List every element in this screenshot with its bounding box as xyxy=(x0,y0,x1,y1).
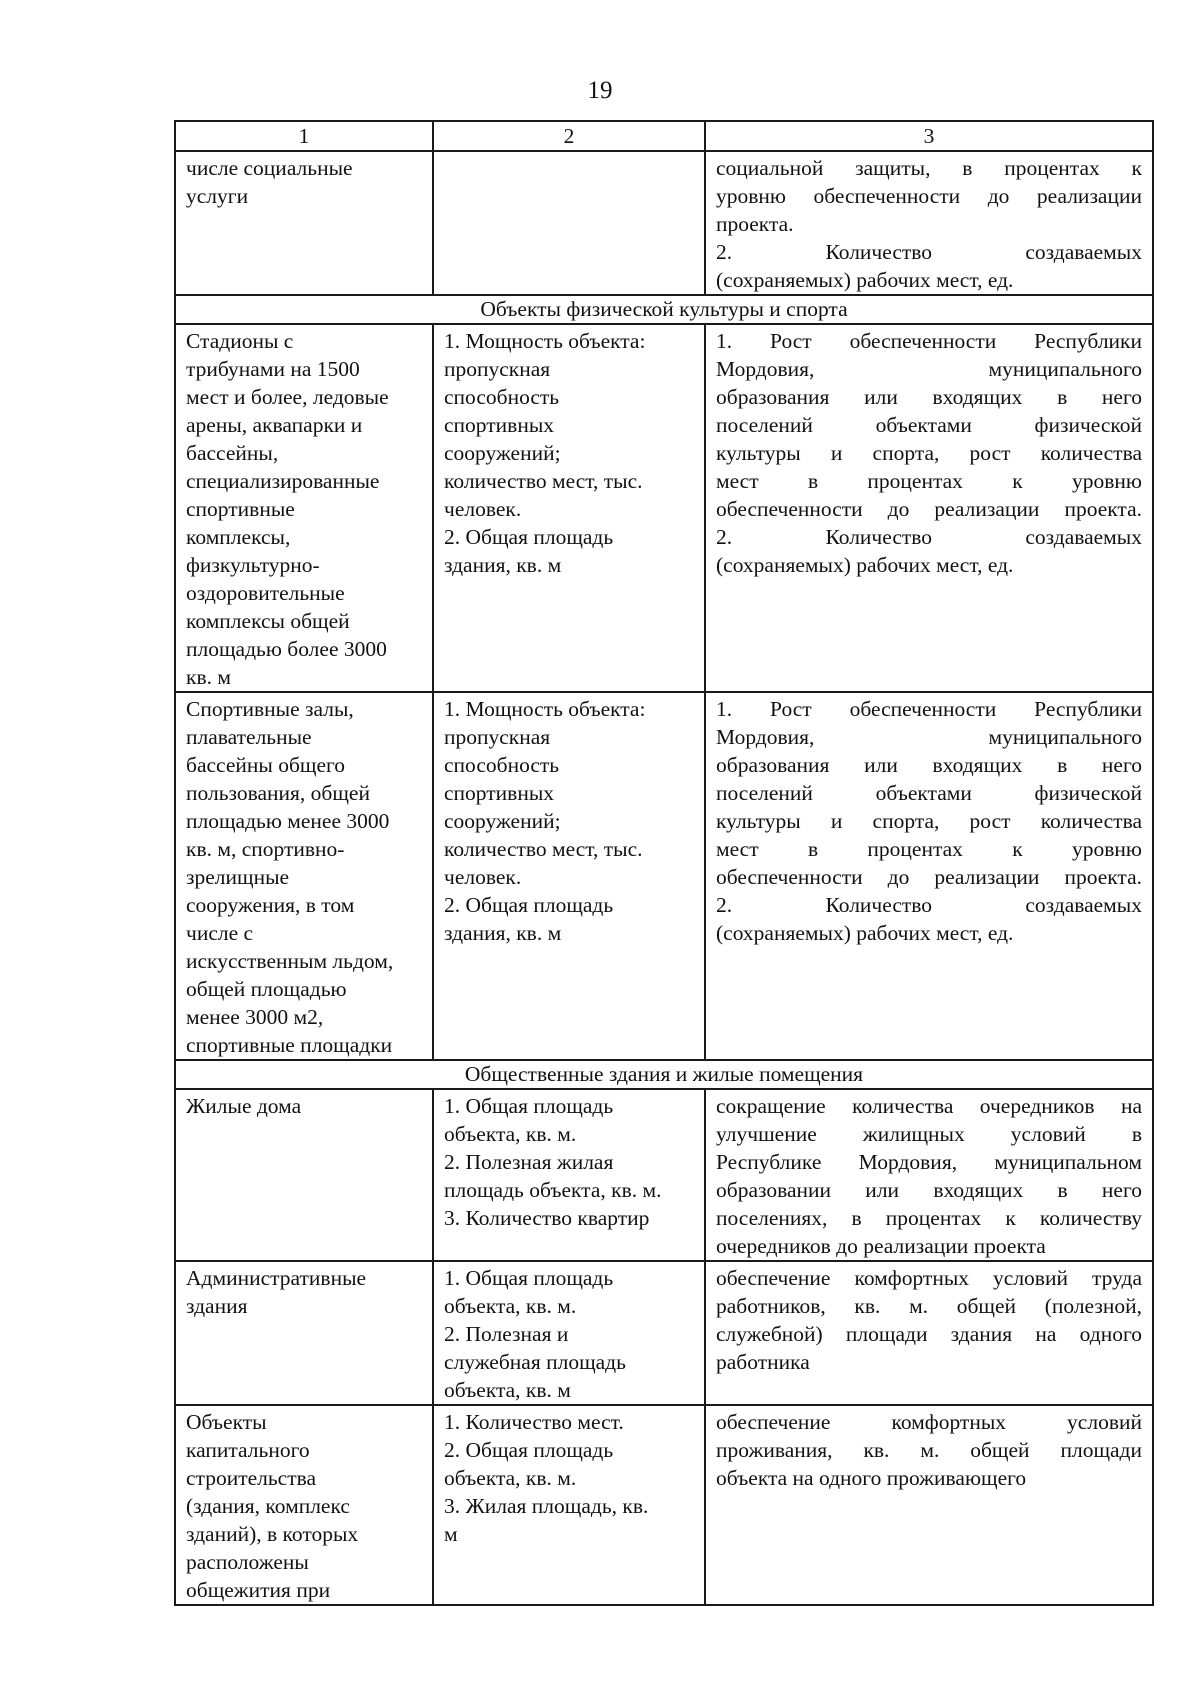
cell-text-line: объекта, кв. м. xyxy=(444,1466,577,1490)
column-number-3: 3 xyxy=(705,121,1153,151)
section-title: Общественные здания и жилые помещения xyxy=(175,1060,1153,1089)
cell-text-line: спортивных xyxy=(444,413,555,437)
cell-text-line: общежития при xyxy=(186,1578,331,1602)
cell-text-line: количество мест, тыс. xyxy=(444,837,643,861)
cell-text-line: объекта, кв. м. xyxy=(444,1122,577,1146)
cell-text-line: сооружения, в том xyxy=(186,893,355,917)
cell-text-line: 1. Мощность объекта: xyxy=(444,697,646,721)
cell-text-line: физкультурно- xyxy=(186,553,320,577)
table-cell-col3 xyxy=(705,151,1153,295)
cell-text-line: Мордовия, муниципального xyxy=(716,725,1142,749)
cell-text-line: спортивные площадки xyxy=(186,1033,393,1057)
table-row xyxy=(175,1405,1153,1605)
cell-text-line: работников, кв. м. общей (полезной, xyxy=(716,1294,1142,1318)
table-cell-col3 xyxy=(705,1089,1153,1261)
cell-text-line: количество мест, тыс. xyxy=(444,469,643,493)
table-row xyxy=(175,1089,1153,1261)
cell-text-line: общей площадью xyxy=(186,977,347,1001)
cell-text-line: числе с xyxy=(186,921,254,945)
table-cell-col3 xyxy=(705,692,1153,1060)
cell-text-line: зрелищные xyxy=(186,865,290,889)
cell-text-line: проживания, кв. м. общей площади xyxy=(716,1438,1142,1462)
table-cell-col1 xyxy=(175,324,433,692)
cell-text-line: м xyxy=(444,1522,458,1546)
cell-text-line: пропускная xyxy=(444,357,551,381)
cell-text-line: культуры и спорта, рост количества xyxy=(716,441,1142,465)
table-cell-col3 xyxy=(705,1261,1153,1405)
cell-text-line: сооружений; xyxy=(444,441,561,465)
section-header-row xyxy=(175,295,1153,324)
cell-text-line: арены, аквапарки и xyxy=(186,413,363,437)
cell-text-line: 2. Общая площадь xyxy=(444,1438,614,1462)
cell-text-line: образования или входящих в него xyxy=(716,753,1142,777)
cell-text-line: площадь объекта, кв. м. xyxy=(444,1178,662,1202)
cell-text-line: способность xyxy=(444,753,560,777)
cell-text-line: спортивных xyxy=(444,781,555,805)
table-cell-col2 xyxy=(433,1089,705,1261)
cell-text-line: зданий), в которых xyxy=(186,1522,359,1546)
cell-text-line: объекта, кв. м. xyxy=(444,1294,577,1318)
table-cell-col1 xyxy=(175,692,433,1060)
table-cell-col1 xyxy=(175,1261,433,1405)
cell-text-line: плавательные xyxy=(186,725,312,749)
cell-text-line: спортивные xyxy=(186,497,295,521)
table-cell-col3 xyxy=(705,1405,1153,1605)
cell-text-line: здания, кв. м xyxy=(444,553,562,577)
column-number-2: 2 xyxy=(433,121,705,151)
table-row xyxy=(175,151,1153,295)
cell-text-line: обеспечение комфортных условий труда xyxy=(716,1266,1142,1290)
cell-text-line: обеспеченности до реализации проекта. xyxy=(716,865,1142,889)
cell-text-line: площадью менее 3000 xyxy=(186,809,390,833)
indicators-table xyxy=(174,120,1154,1606)
section-header-row xyxy=(175,1060,1153,1089)
cell-text-line: способность xyxy=(444,385,560,409)
cell-text-line: 1. Общая площадь xyxy=(444,1094,614,1118)
cell-text-line: улучшение жилищных условий в xyxy=(716,1122,1142,1146)
cell-text-line: проекта. xyxy=(716,212,794,236)
table-cell-col2 xyxy=(433,324,705,692)
cell-text-line: искусственным льдом, xyxy=(186,949,394,973)
cell-text-line: специализированные xyxy=(186,469,380,493)
cell-text-line: бассейны общего xyxy=(186,753,346,777)
cell-text-line: пользования, общей xyxy=(186,781,370,805)
cell-text-line: Административные xyxy=(186,1266,367,1290)
cell-text-line: 2. Количество создаваемых xyxy=(716,893,1142,917)
cell-text-line: числе социальные xyxy=(186,156,353,180)
cell-text-line: 2. Общая площадь xyxy=(444,525,614,549)
cell-text-line: (сохраняемых) рабочих мест, ед. xyxy=(716,921,1014,945)
cell-text-line: 1. Мощность объекта: xyxy=(444,329,646,353)
cell-text-line: Стадионы с xyxy=(186,329,294,353)
cell-text-line: 2. Полезная и xyxy=(444,1322,569,1346)
cell-text-line: Объекты xyxy=(186,1410,267,1434)
table-cell-col2 xyxy=(433,1261,705,1405)
table-body xyxy=(175,151,1153,1605)
cell-text-line: расположены xyxy=(186,1550,309,1574)
cell-text-line: (здания, комплекс xyxy=(186,1494,350,1518)
cell-text-line: объекта, кв. м xyxy=(444,1378,571,1402)
column-number-row xyxy=(175,121,1153,151)
cell-text-line: кв. м, спортивно- xyxy=(186,837,345,861)
cell-text-line: комплексы общей xyxy=(186,609,350,633)
cell-text-line: 3. Количество квартир xyxy=(444,1206,650,1230)
cell-text-line: работника xyxy=(716,1350,810,1374)
table-cell-col2 xyxy=(433,692,705,1060)
cell-text-line: образовании или входящих в него xyxy=(716,1178,1142,1202)
cell-text-line: служебной) площади здания на одного xyxy=(716,1322,1142,1346)
cell-text-line: образования или входящих в него xyxy=(716,385,1142,409)
cell-text-line: Жилые дома xyxy=(186,1094,302,1118)
table-row xyxy=(175,324,1153,692)
cell-text-line: оздоровительные xyxy=(186,581,345,605)
page-number: 19 xyxy=(587,77,613,104)
cell-text-line: кв. м xyxy=(186,665,231,689)
table-cell-col1 xyxy=(175,1089,433,1261)
cell-text-line: (сохраняемых) рабочих мест, ед. xyxy=(716,553,1014,577)
cell-text-line: 2. Полезная жилая xyxy=(444,1150,614,1174)
cell-text-line: трибунами на 1500 xyxy=(186,357,360,381)
cell-text-line: обеспеченности до реализации проекта. xyxy=(716,497,1142,521)
cell-text-line: 1. Количество мест. xyxy=(444,1410,624,1434)
cell-text-line: бассейны, xyxy=(186,441,279,465)
table-row xyxy=(175,1261,1153,1405)
cell-text-line: социальной защиты, в процентах к xyxy=(716,156,1142,180)
cell-text-line: 2. Общая площадь xyxy=(444,893,614,917)
cell-text-line: уровню обеспеченности до реализации xyxy=(716,184,1142,208)
cell-text-line: капитального xyxy=(186,1438,310,1462)
cell-text-line: 2. Количество создаваемых xyxy=(716,525,1142,549)
cell-text-line: здания xyxy=(186,1294,248,1318)
cell-text-line: человек. xyxy=(444,497,522,521)
cell-text-line: обеспечение комфортных условий xyxy=(716,1410,1142,1434)
cell-text-line: 1. Рост обеспеченности Республики xyxy=(716,697,1142,721)
table-cell-col2 xyxy=(433,1405,705,1605)
cell-text-line: 2. Количество создаваемых xyxy=(716,240,1142,264)
cell-text-line: мест и более, ледовые xyxy=(186,385,389,409)
table-cell-col1 xyxy=(175,151,433,295)
cell-text-line: поселений объектами физической xyxy=(716,413,1142,437)
cell-text-line: комплексы, xyxy=(186,525,291,549)
cell-text-line: человек. xyxy=(444,865,522,889)
cell-text-line: 1. Рост обеспеченности Республики xyxy=(716,329,1142,353)
cell-text-line: служебная площадь xyxy=(444,1350,626,1374)
cell-text-line: культуры и спорта, рост количества xyxy=(716,809,1142,833)
cell-text-line: очередников до реализации проекта xyxy=(716,1234,1046,1258)
cell-text-line: мест в процентах к уровню xyxy=(716,837,1142,861)
table-cell-col3 xyxy=(705,324,1153,692)
cell-text-line: объекта на одного проживающего xyxy=(716,1466,1027,1490)
table-row xyxy=(175,692,1153,1060)
cell-text-line: поселений объектами физической xyxy=(716,781,1142,805)
cell-text-line: 1. Общая площадь xyxy=(444,1266,614,1290)
column-number-1: 1 xyxy=(175,121,433,151)
cell-text-line: Республике Мордовия, муниципальном xyxy=(716,1150,1142,1174)
cell-text-line: поселениях, в процентах к количеству xyxy=(716,1206,1142,1230)
cell-text-line: мест в процентах к уровню xyxy=(716,469,1142,493)
table-cell-col1 xyxy=(175,1405,433,1605)
cell-text-line: площадью более 3000 xyxy=(186,637,387,661)
cell-text-line: Спортивные залы, xyxy=(186,697,354,721)
cell-text-line: сокращение количества очередников на xyxy=(716,1094,1142,1118)
cell-text-line: менее 3000 м2, xyxy=(186,1005,324,1029)
cell-text-line: (сохраняемых) рабочих мест, ед. xyxy=(716,268,1014,292)
cell-text-line: строительства xyxy=(186,1466,317,1490)
cell-text-line: сооружений; xyxy=(444,809,561,833)
cell-text-line: 3. Жилая площадь, кв. xyxy=(444,1494,649,1518)
cell-text-line: Мордовия, муниципального xyxy=(716,357,1142,381)
section-title: Объекты физической культуры и спорта xyxy=(175,295,1153,324)
cell-text-line: пропускная xyxy=(444,725,551,749)
cell-text-line: услуги xyxy=(186,184,249,208)
table-cell-col2 xyxy=(433,151,705,295)
cell-text-line: здания, кв. м xyxy=(444,921,562,945)
